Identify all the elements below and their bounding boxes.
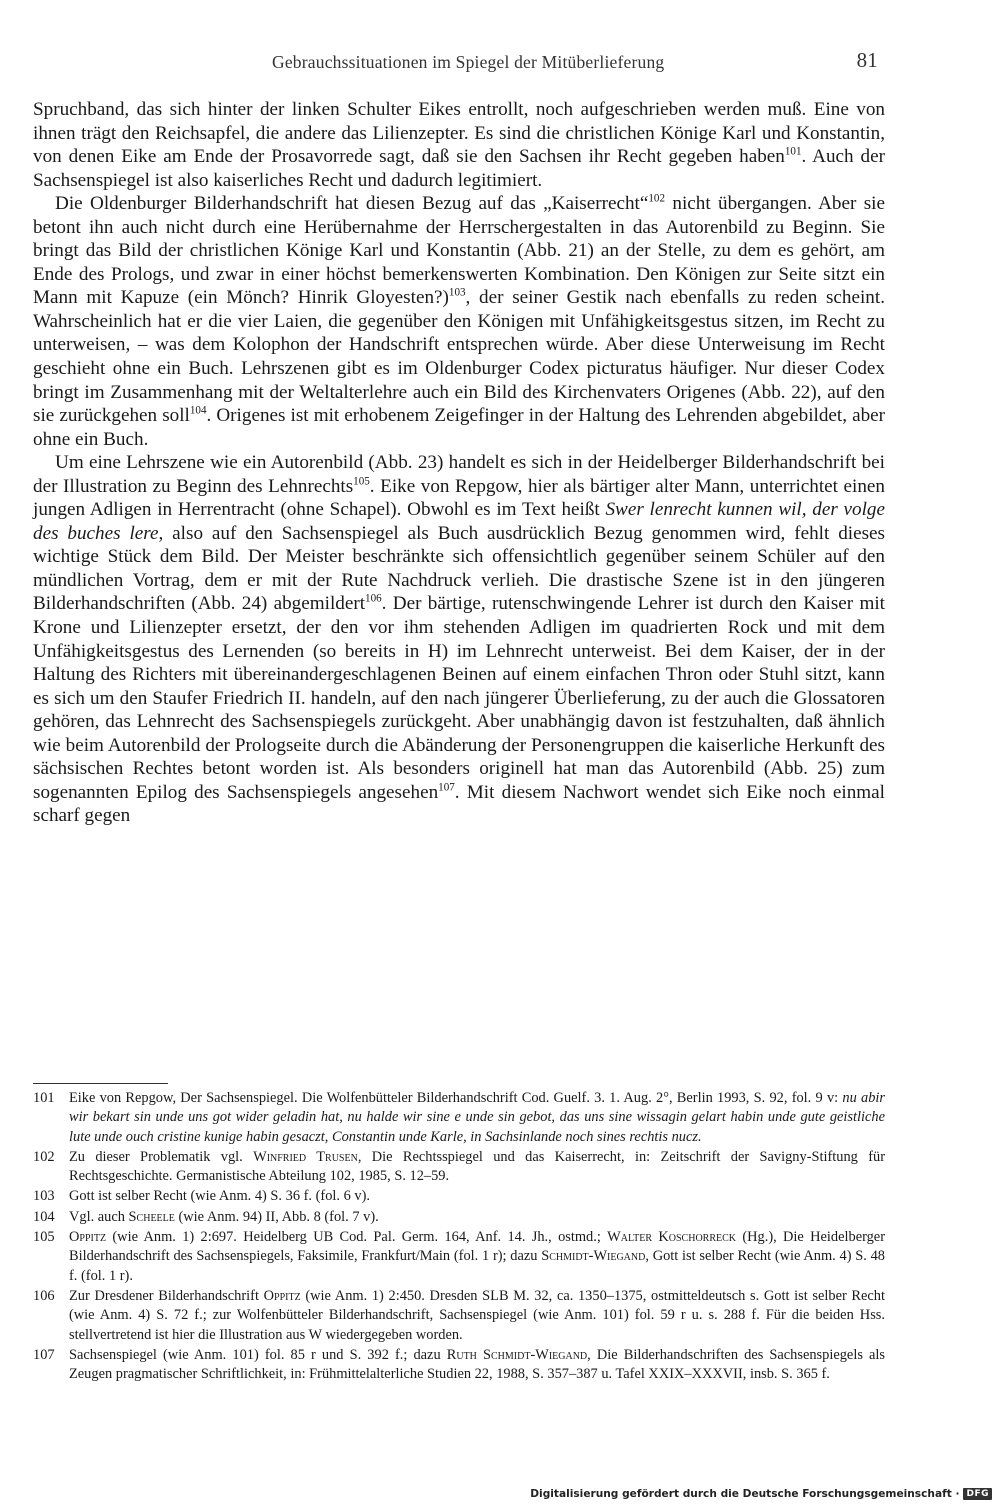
footnote-ref: 105 <box>353 475 370 488</box>
text-run: Zu dieser Problematik vgl. <box>69 1148 254 1165</box>
footnote-ref: 107 <box>438 781 455 794</box>
author-name: Scheele <box>128 1208 175 1225</box>
paragraph <box>33 98 885 192</box>
footnote-number: 107 <box>33 1346 55 1363</box>
text-run: (wie Anm. 1) 2:450. Dresden SLB M. 32, ca. 1350–1375, ostmitteldeutsch s. Gott ist selber Recht (wie Anm. 4) S. 72 f.; zur Wolfenbütteler Bilderhandschrift, Sachsenspiegel (wie Anm. 101) fol. 59 r u. s. 288 f. Für die beiden Hss. stellvertretend ist hier die Illustration aus W wiedergegeben worden. <box>69 1287 885 1343</box>
footnotes <box>33 1089 885 1385</box>
footnote-number: 102 <box>33 1148 55 1165</box>
author-name: Walter Koschorreck <box>607 1229 737 1246</box>
footnote <box>33 1089 885 1147</box>
footnote-ref: 103 <box>448 287 466 299</box>
footnote-number: 104 <box>33 1208 55 1225</box>
footnote-ref: 101 <box>784 145 802 158</box>
text-run: . Auch der Sachsenspiegel ist also kaiserliches Recht und dadurch legitimiert. <box>33 146 885 191</box>
footnote <box>33 1187 885 1206</box>
text-run: Zur Dresdener Bilderhandschrift <box>69 1287 264 1304</box>
italic-quote: Swer lenrecht kunnen wil, der volge des buches lere <box>33 499 885 544</box>
text-run: (wie Anm. 1) 2:697. Heidelberg UB Cod. Pal. Germ. 164, Anf. 14. Jh., ostmd.; <box>106 1229 608 1246</box>
text-run: . Der bärtige, rutenschwingende Lehrer ist durch den Kaiser mit Krone und Lilienzepter ersetzt, der den vor ihm stehenden Adligen im quadrierten Rock und mit dem Unfähigkeitsgestus des Lernenden (so bereits in H) im Lehnrecht unterweist. Bei dem Kaiser, der in der Haltung des Richters mit übereinandergeschlagenen Beinen auf einem einfachen Thron oder Stuhl sitzt, kann es sich um den Staufer Friedrich II. handeln, auf den nach jüngerer Überlieferung, zu der auch die Glossatoren gehören, das Lehnrecht des Sachsenspiegels zurückgeht. Aber unabhängig davon ist festzuhalten, daß ähnlich wie beim Autorenbild der Prologseite durch die Abänderung der Personengruppen die kaiserliche Herkunft des sächsischen Rechtes betont worden ist. Als besonders originell hat man das Autorenbild (Abb. 25) zum sogenannten Epilog des Sachsenspiegels angesehen <box>33 593 885 803</box>
text-run: , der seiner Gestik nach ebenfalls zu reden scheint. Wahrscheinlich hat er die vier Laien, die gegenüber den Königen mit Unfähigkeitsgestus sitzen, im Recht zu unterweisen, – was dem Kolophon der Handschrift entsprechen würde. Aber diese Unterweisung im Recht geschieht ohne ein Buch. Lehrszenen gibt es im Oldenburger Codex picturatus häufiger. Nur dieser Codex bringt im Zusammenhang mit der Weltalterlehre auch ein Bild des Kirchenvaters Origenes (Abb. 22), auf den sie zurückgehen soll <box>33 287 885 427</box>
digitization-footer <box>530 1488 992 1500</box>
text-run: Spruchband, das sich hinter der linken Schulter Eikes entrollt, noch aufgeschrieben werden muß. Eine von ihnen trägt den Reichsapfel, die andere das Lilienzepter. Es sind die christlichen Könige Karl und Konstantin, von denen Eike am Ende der Prosavorrede sagt, daß sie den Sachsen ihr Recht gegeben haben <box>33 99 885 168</box>
author-name: Winfried Trusen <box>253 1148 358 1165</box>
body-text <box>33 98 885 828</box>
text-run: , Die Rechtsspiegel und das Kaiserrecht, in: Zeitschrift der Savigny-Stiftung für Rechtsgeschichte. Germanistische Abteilung 102, 1985, S. 12–59. <box>69 1148 885 1185</box>
author-name: Ruth Schmidt-Wiegand <box>446 1346 588 1363</box>
text-run: , Die Bilderhandschriften des Sachsenspiegels als Zeugen pragmatischer Schriftlichkeit, in: Frühmittelalterliche Studien 22, 1988, S. 357–387 u. Tafel XXIX–XXXVII, insb. S. 365 f. <box>69 1346 886 1383</box>
footnote-number: 101 <box>33 1090 55 1106</box>
text-run: , also auf den Sachsenspiegel als Buch ausdrücklich Bezug genommen wird, fehlt dieses wichtige Stück dem Bild. Der Meister beschränkte sich offensichtlich gegenüber seinem Schüler auf den mündlichen Vortrag, dem er mit der Rute Nachdruck verlieh. Die drastische Szene ist in den jüngeren Bilderhandschriften (Abb. 24) abgemildert <box>33 522 885 615</box>
footnote <box>33 1287 885 1345</box>
footnote <box>33 1148 885 1187</box>
dfg-logo: DFG <box>963 1488 992 1500</box>
text-run: nicht übergangen. Aber sie betont ihn auch nicht durch eine Herübernahme der Herrschergestalten in das Autorenbild zu Beginn. Sie bringt das Bild der christlichen Könige Karl und Konstantin (Abb. 21) an der Stelle, zu dem es gehört, am Ende des Prologs, und zwar in einer höchst bemerkenswerten Kombination. Den Königen zur Seite sitzt ein Mann mit Kapuze (ein Mönch? Hinrik Gloyesten?) <box>33 193 885 309</box>
footnote-ref: 104 <box>189 404 207 417</box>
author-name: Oppitz <box>263 1287 301 1304</box>
footnote <box>33 1208 885 1227</box>
paragraph <box>33 451 885 828</box>
text-run: . Origenes ist mit erhobenem Zeigefinger in der Haltung des Lehrenden abgebildet, aber ohne ein Buch. <box>33 405 886 450</box>
footnote-ref: 106 <box>365 593 382 606</box>
text-run: Eike von Repgow, Der Sachsenspiegel. Die Wolfenbütteler Bilderhandschrift Cod. Guelf. 3. 1. Aug. 2°, Berlin 1993, S. 92, fol. 9 v: <box>69 1090 843 1106</box>
text-run: Sachsenspiegel (wie Anm. 101) fol. 85 r und S. 392 f.; dazu <box>69 1346 447 1363</box>
author-name: Schmidt-Wiegand <box>541 1248 646 1265</box>
text-run: Gott ist selber Recht (wie Anm. 4) S. 36 f. (fol. 6 v). <box>69 1188 370 1205</box>
text-run: Um eine Lehrszene wie ein Autorenbild (Abb. 23) handelt es sich in der Heidelberger Bilderhandschrift bei der Illustration zu Beginn des Lehnrechts <box>33 452 885 497</box>
footnote-number: 103 <box>33 1188 55 1205</box>
text-run: . Eike von Repgow, hier als bärtiger alter Mann, unterrichtet einen jungen Adligen in Herrentracht (ohne Schapel). Obwohl es im Text heißt <box>33 475 885 521</box>
footer-text: Digitalisierung gefördert durch die Deutsche Forschungsgemeinschaft · <box>530 1488 960 1500</box>
footnote-number: 105 <box>33 1229 55 1246</box>
text-run: , Gott ist selber Recht (wie Anm. 4) S. 48 f. (fol. 1 r). <box>69 1248 885 1284</box>
text-run: (Hg.), Die Heidelberger Bilderhandschrift des Sachsenspiegels, Faksimile, Frankfurt/Main (fol. 1 r); dazu <box>69 1229 885 1265</box>
paragraph <box>33 192 885 451</box>
text-run: . Mit diesem Nachwort wendet sich Eike noch einmal scharf gegen <box>33 781 885 827</box>
text-run: Die Oldenburger Bilderhandschrift hat diesen Bezug auf das „Kaiserrecht“ <box>55 193 649 215</box>
running-title: Gebrauchssituationen im Spiegel der Mitüberlieferung <box>272 52 665 72</box>
text-run: (wie Anm. 94) II, Abb. 8 (fol. 7 v). <box>174 1208 379 1225</box>
italic-quote: nu abir wir bekart sin unde uns got wider geladin hat, nu halde wir sine e unde sin gebot, das uns sine wissagin gelart habin unde gute geistliche lute unde ouch cristine kunige habin gesaczt, Constantin unde Karle, in Sachsinlande noch sines rechtis nucz. <box>69 1090 885 1145</box>
footnote <box>33 1346 885 1385</box>
author-name: Oppitz <box>69 1229 107 1246</box>
footnote <box>33 1228 885 1286</box>
footnote-ref: 102 <box>648 192 665 205</box>
footnote-separator <box>33 1083 168 1084</box>
text-run: Vgl. auch <box>69 1208 129 1225</box>
footnote-number: 106 <box>33 1287 55 1304</box>
page-number: 81 <box>856 48 878 72</box>
